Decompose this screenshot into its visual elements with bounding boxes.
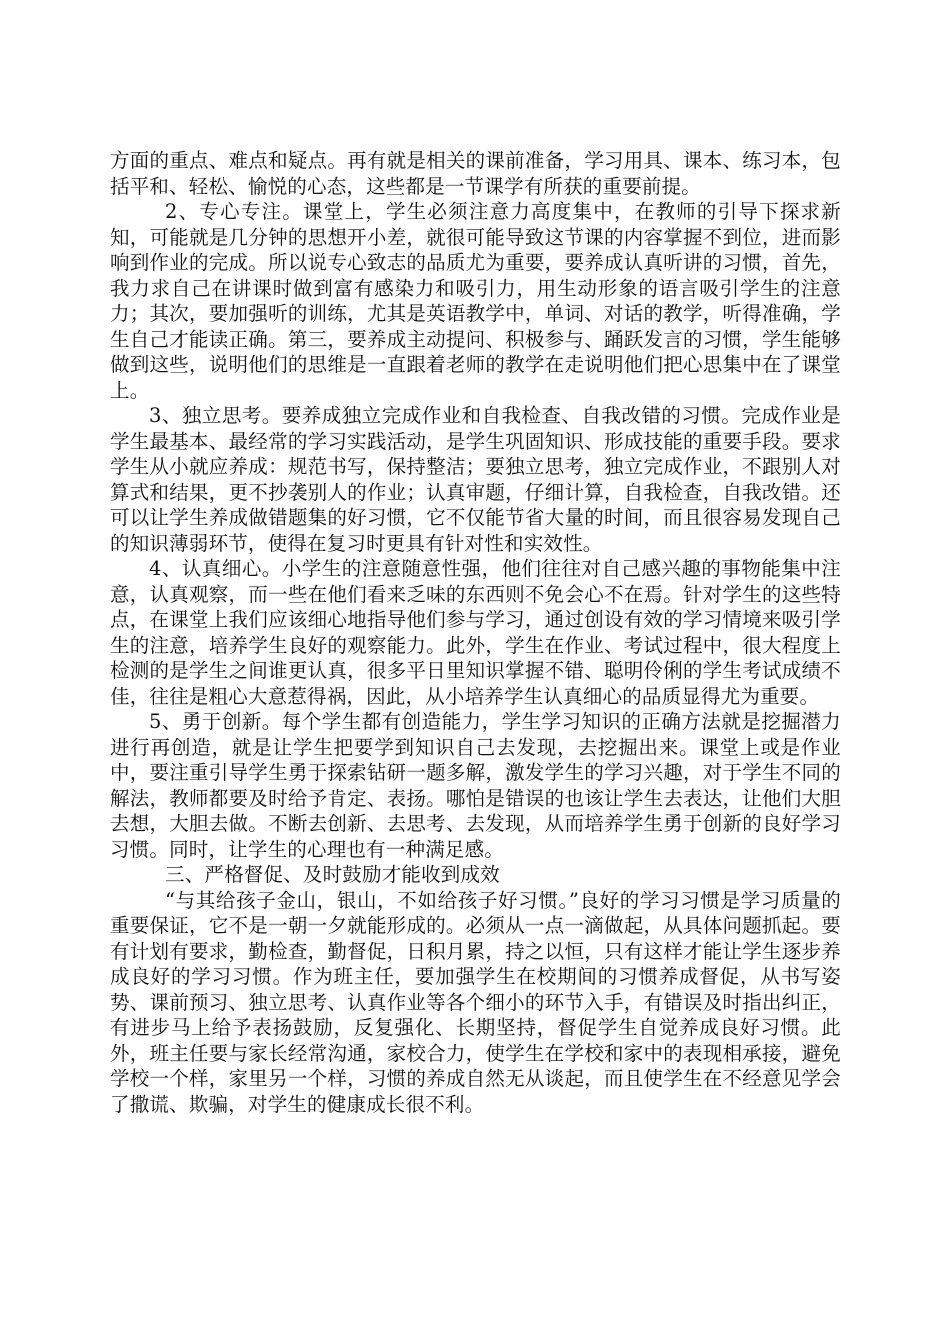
section-heading: 三、严格督促、及时鼓励才能收到成效: [165, 863, 500, 886]
paragraph-carefulness: 4、认真细心。小学生的注意随意性强，他们往往对自己感兴趣的事物能集中注意，认真观察，而一些在他们看来乏味的东西则不免会心不在焉。针对学生的这些特点，在课堂上我们应该细心地指导他们参与学习，通过创设有效的学习情境来吸引学生的注意，培养学生良好的观察能力。此外，学生在作业、考试过程中，很大程度上检测的是学生之间谁更认真，很多平日里知识掌握不错、聪明伶俐的学生考试成绩不佳，往往是粗心大意惹得祸，因此，从小培养学生认真细心的品质显得尤为重要。: [110, 557, 841, 708]
document-page: [110, 148, 841, 1117]
paragraph-innovation: 5、勇于创新。每个学生都有创造能力，学生学习知识的正确方法就是挖掘潜力进行再创造，就是让学生把要学到知识自己去发现，去挖掘出来。课堂上或是作业中，要注重引导学生勇于探索钻研一题多解，激发学生的学习兴趣，对于学生不同的解法，教师都要及时给予肯定、表扬。哪怕是错误的也该让学生去表达，让他们大胆去想，大胆去做。不断去创新、去思考、去发现，从而培养学生勇于创新的良好学习习惯。同时，让学生的心理也有一种满足感。: [110, 710, 841, 861]
paragraph-focus: 2、专心专注。课堂上，学生必须注意力高度集中，在教师的引导下探求新知，可能就是几分钟的思想开小差，就很可能导致这节课的内容掌握不到位，进而影响到作业的完成。所以说专心致志的品质尤为重要，要养成认真听讲的习惯，首先，我力求自己在讲课时做到富有感染力和吸引力，用生动形象的语言吸引学生的注意力；其次，要加强听的训练，尤其是英语教学中，单词、对话的教学，听得准确，学生自己才能读正确。第三，要养成主动提问、积极参与、踊跃发言的习惯，学生能够做到这些，说明他们的思维是一直跟着老师的教学在走说明他们把心思集中在了课堂上。: [110, 200, 841, 402]
paragraph-supervision: “与其给孩子金山，银山，不如给孩子好习惯。”良好的学习习惯是学习质量的重要保证，它不是一朝一夕就能形成的。必须从一点一滴做起，从具体问题抓起。要有计划有要求，勤检查，勤督促，日积月累，持之以恒，只有这样才能让学生逐步养成良好的学习习惯。作为班主任，要加强学生在校期间的习惯养成督促，从书写姿势、课前预习、独立思考、认真作业等各个细小的环节入手，有错误及时指出纠正，有进步马上给予表扬鼓励，反复强化、长期坚持，督促学生自觉养成良好习惯。此外，班主任要与家长经常沟通，家校合力，使学生在学校和家中的表现相承接，避免学校一个样，家里另一个样，习惯的养成自然无从谈起，而且使学生在不经意见学会了撒谎、欺骗，对学生的健康成长很不利。: [110, 888, 841, 1116]
paragraph-independent-thinking: 3、独立思考。要养成独立完成作业和自我检查、自我改错的习惯。完成作业是学生最基本、最经常的学习实践活动，是学生巩固知识、形成技能的重要手段。要求学生从小就应养成：规范书写，保持整洁；要独立思考，独立完成作业，不跟别人对算式和结果，更不抄袭别人的作业；认真审题，仔细计算，自我检查，自我改错。还可以让学生养成做错题集的好习惯，它不仅能节省大量的时间，而且很容易发现自己的知识薄弱环节，使得在复习时更具有针对性和实效性。: [110, 404, 841, 555]
paragraph-continuation: 方面的重点、难点和疑点。再有就是相关的课前准备，学习用具、课本、练习本，包括平和、轻松、愉悦的心态，这些都是一节课学有所获的重要前提。: [110, 149, 841, 198]
